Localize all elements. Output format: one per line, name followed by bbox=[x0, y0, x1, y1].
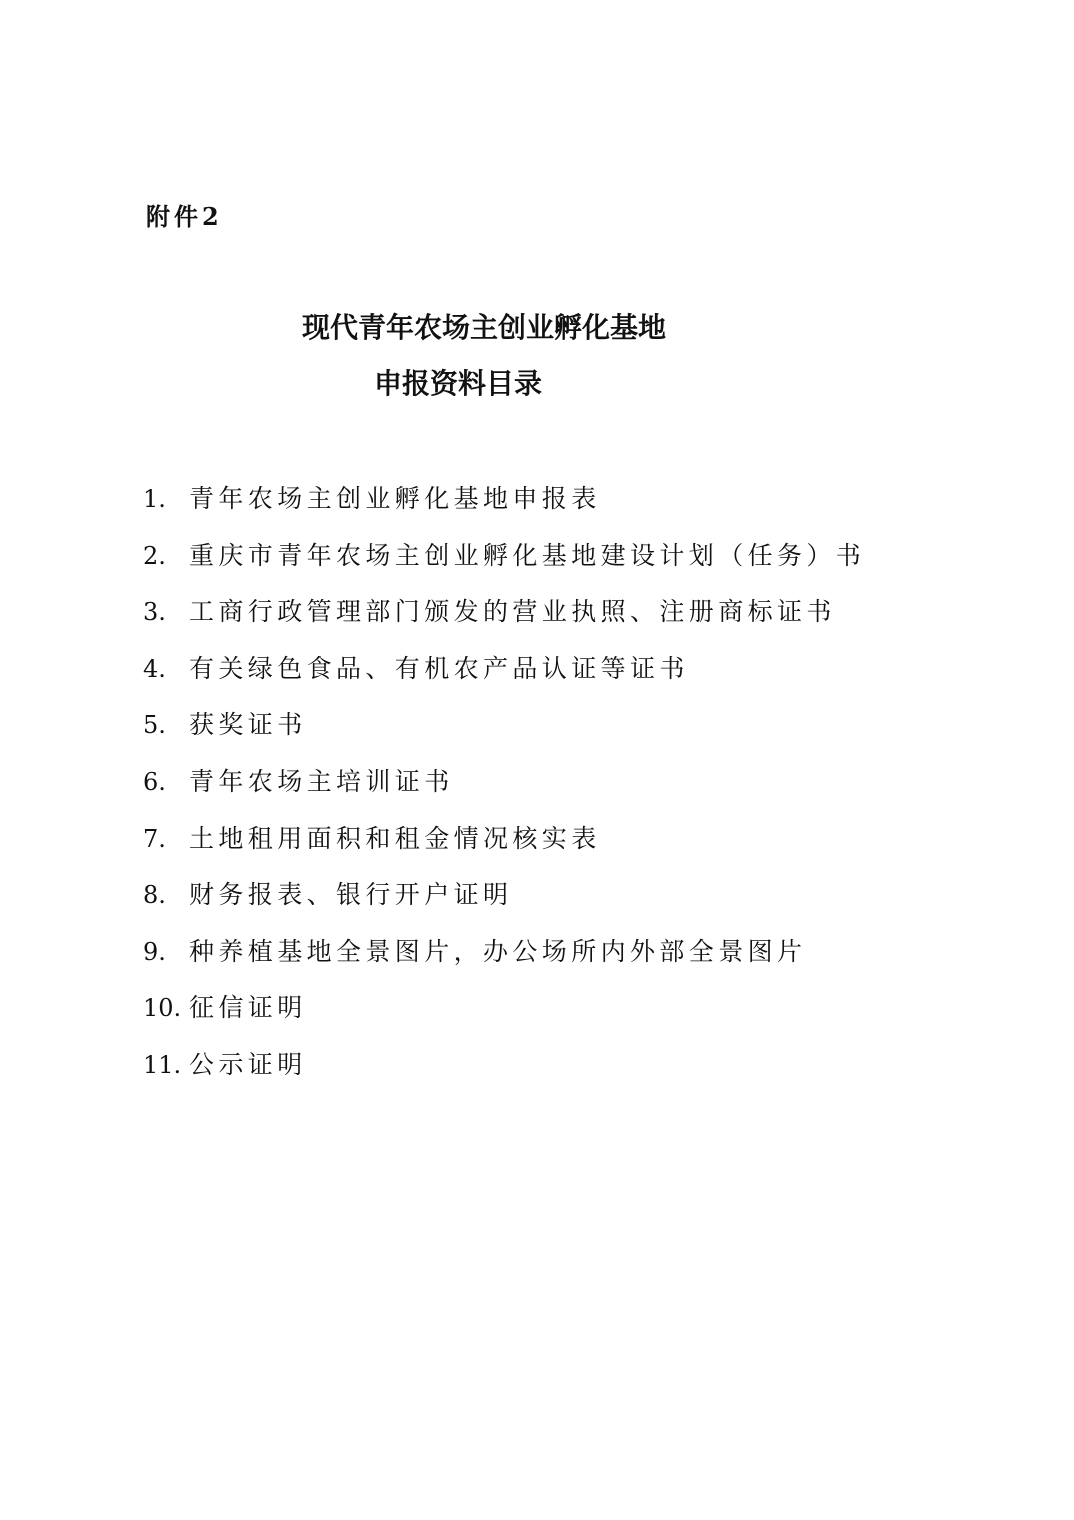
list-item-number: 2. bbox=[143, 541, 166, 570]
list-item-text: 种养植基地全景图片，办公场所内外部全景图片 bbox=[189, 936, 807, 966]
list-item bbox=[143, 1044, 865, 1101]
attachment-label: 附件2 bbox=[146, 202, 223, 231]
list-item-number: 3. bbox=[143, 598, 166, 627]
list-item-text: 征信证明 bbox=[189, 993, 307, 1023]
list-item-number: 4. bbox=[143, 654, 166, 683]
list-item bbox=[143, 818, 865, 875]
document-title-line-1: 现代青年农场主创业孵化基地 bbox=[302, 311, 667, 344]
list-item-number: 5. bbox=[143, 711, 166, 740]
list-item-text: 公示证明 bbox=[189, 1049, 307, 1079]
list-item bbox=[143, 987, 865, 1044]
list-item-number: 1. bbox=[143, 485, 166, 513]
list-item-number: 11. bbox=[143, 1050, 182, 1079]
list-item bbox=[143, 874, 865, 931]
document-title-line-2: 申报资料目录 bbox=[374, 367, 543, 400]
list-item bbox=[143, 535, 865, 592]
materials-list bbox=[143, 478, 865, 1101]
list-item-text: 财务报表、银行开户证明 bbox=[189, 880, 513, 910]
list-item-text: 重庆市青年农场主创业孵化基地建设计划（任务）书 bbox=[189, 540, 866, 570]
list-item bbox=[143, 648, 865, 705]
list-item-text: 青年农场主创业孵化基地申报表 bbox=[189, 484, 601, 513]
list-item-text: 工商行政管理部门颁发的营业执照、注册商标证书 bbox=[189, 597, 836, 627]
list-item-text: 获奖证书 bbox=[189, 710, 307, 740]
list-item bbox=[143, 478, 865, 535]
list-item bbox=[143, 591, 865, 648]
list-item-number: 7. bbox=[143, 824, 166, 853]
list-item-number: 10. bbox=[143, 994, 182, 1023]
list-item-number: 6. bbox=[143, 767, 166, 796]
list-item bbox=[143, 704, 865, 761]
list-item-text: 青年农场主培训证书 bbox=[189, 766, 454, 796]
list-item-number: 9. bbox=[143, 937, 166, 966]
list-item-text: 有关绿色食品、有机农产品认证等证书 bbox=[189, 653, 689, 683]
list-item bbox=[143, 931, 865, 988]
list-item bbox=[143, 761, 865, 818]
list-item-number: 8. bbox=[143, 881, 166, 910]
list-item-text: 土地租用面积和租金情况核实表 bbox=[189, 823, 601, 853]
